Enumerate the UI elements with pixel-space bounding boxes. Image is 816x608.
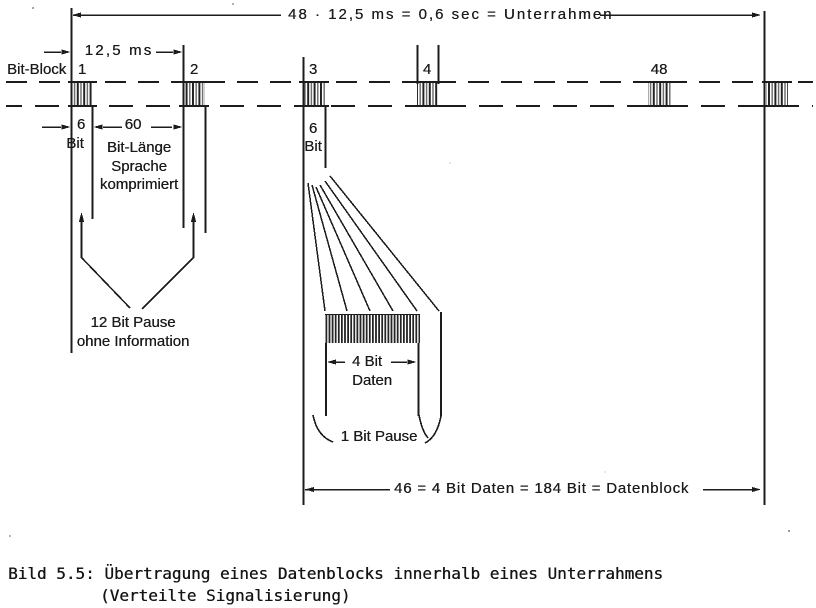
pause-note — [77, 314, 190, 351]
block1-width-value: 6 — [76, 116, 86, 133]
row-label: Bit-Block — [7, 61, 67, 78]
figure-caption-line2: (Verteilte Signalisierung) — [100, 586, 351, 605]
detail-width-label: 4 Bit — [351, 353, 383, 370]
block-period-label: 12,5 ms — [84, 42, 154, 59]
block-number-48: 48 — [650, 61, 668, 78]
block3-width-value: 6 — [308, 120, 318, 137]
dimension-lines — [42, 15, 752, 490]
speech-desc-line2: Sprache — [111, 157, 167, 175]
timeline-dashed-lines — [6, 82, 813, 106]
bit-block-last — [762, 82, 792, 106]
bit-block-48 — [644, 82, 676, 106]
block-number-2: 2 — [189, 61, 199, 78]
block-number-1: 1 — [77, 61, 87, 78]
speech-desc-line1: Bit-Länge — [106, 139, 172, 156]
detail-data-label: Daten — [351, 372, 393, 389]
bit-block-4 — [413, 82, 442, 106]
block-number-3: 3 — [308, 61, 318, 78]
figure-caption-line1: Bild 5.5: Übertragung eines Datenblocks innerhalb eines Unterrahmens — [8, 564, 664, 583]
pause-note-line2: ohne Information — [76, 332, 190, 350]
pause-pointer-lines — [81, 216, 194, 309]
speech-segment-desc — [100, 139, 178, 195]
bottom-dimension-label: 46 = 4 Bit Daten = 184 Bit = Datenblock — [394, 480, 690, 497]
top-dimension-label: 48 · 12,5 ms = 0,6 sec = Unterrahmen — [288, 6, 614, 23]
scan-specks — [9, 3, 790, 537]
pause-note-line1: 12 Bit Pause — [90, 314, 176, 331]
zoom-fan-lines — [308, 176, 439, 311]
speech-desc-line3: komprimiert — [99, 176, 179, 193]
block1-width-unit: Bit — [66, 135, 84, 152]
block3-width-unit: Bit — [304, 138, 322, 155]
speech-segment-value: 60 — [124, 116, 142, 133]
detail-pause-label: 1 Bit Pause — [340, 428, 418, 445]
expanded-data-block — [325, 314, 420, 343]
block-number-4: 4 — [422, 61, 432, 78]
bit-blocks — [68, 82, 792, 106]
